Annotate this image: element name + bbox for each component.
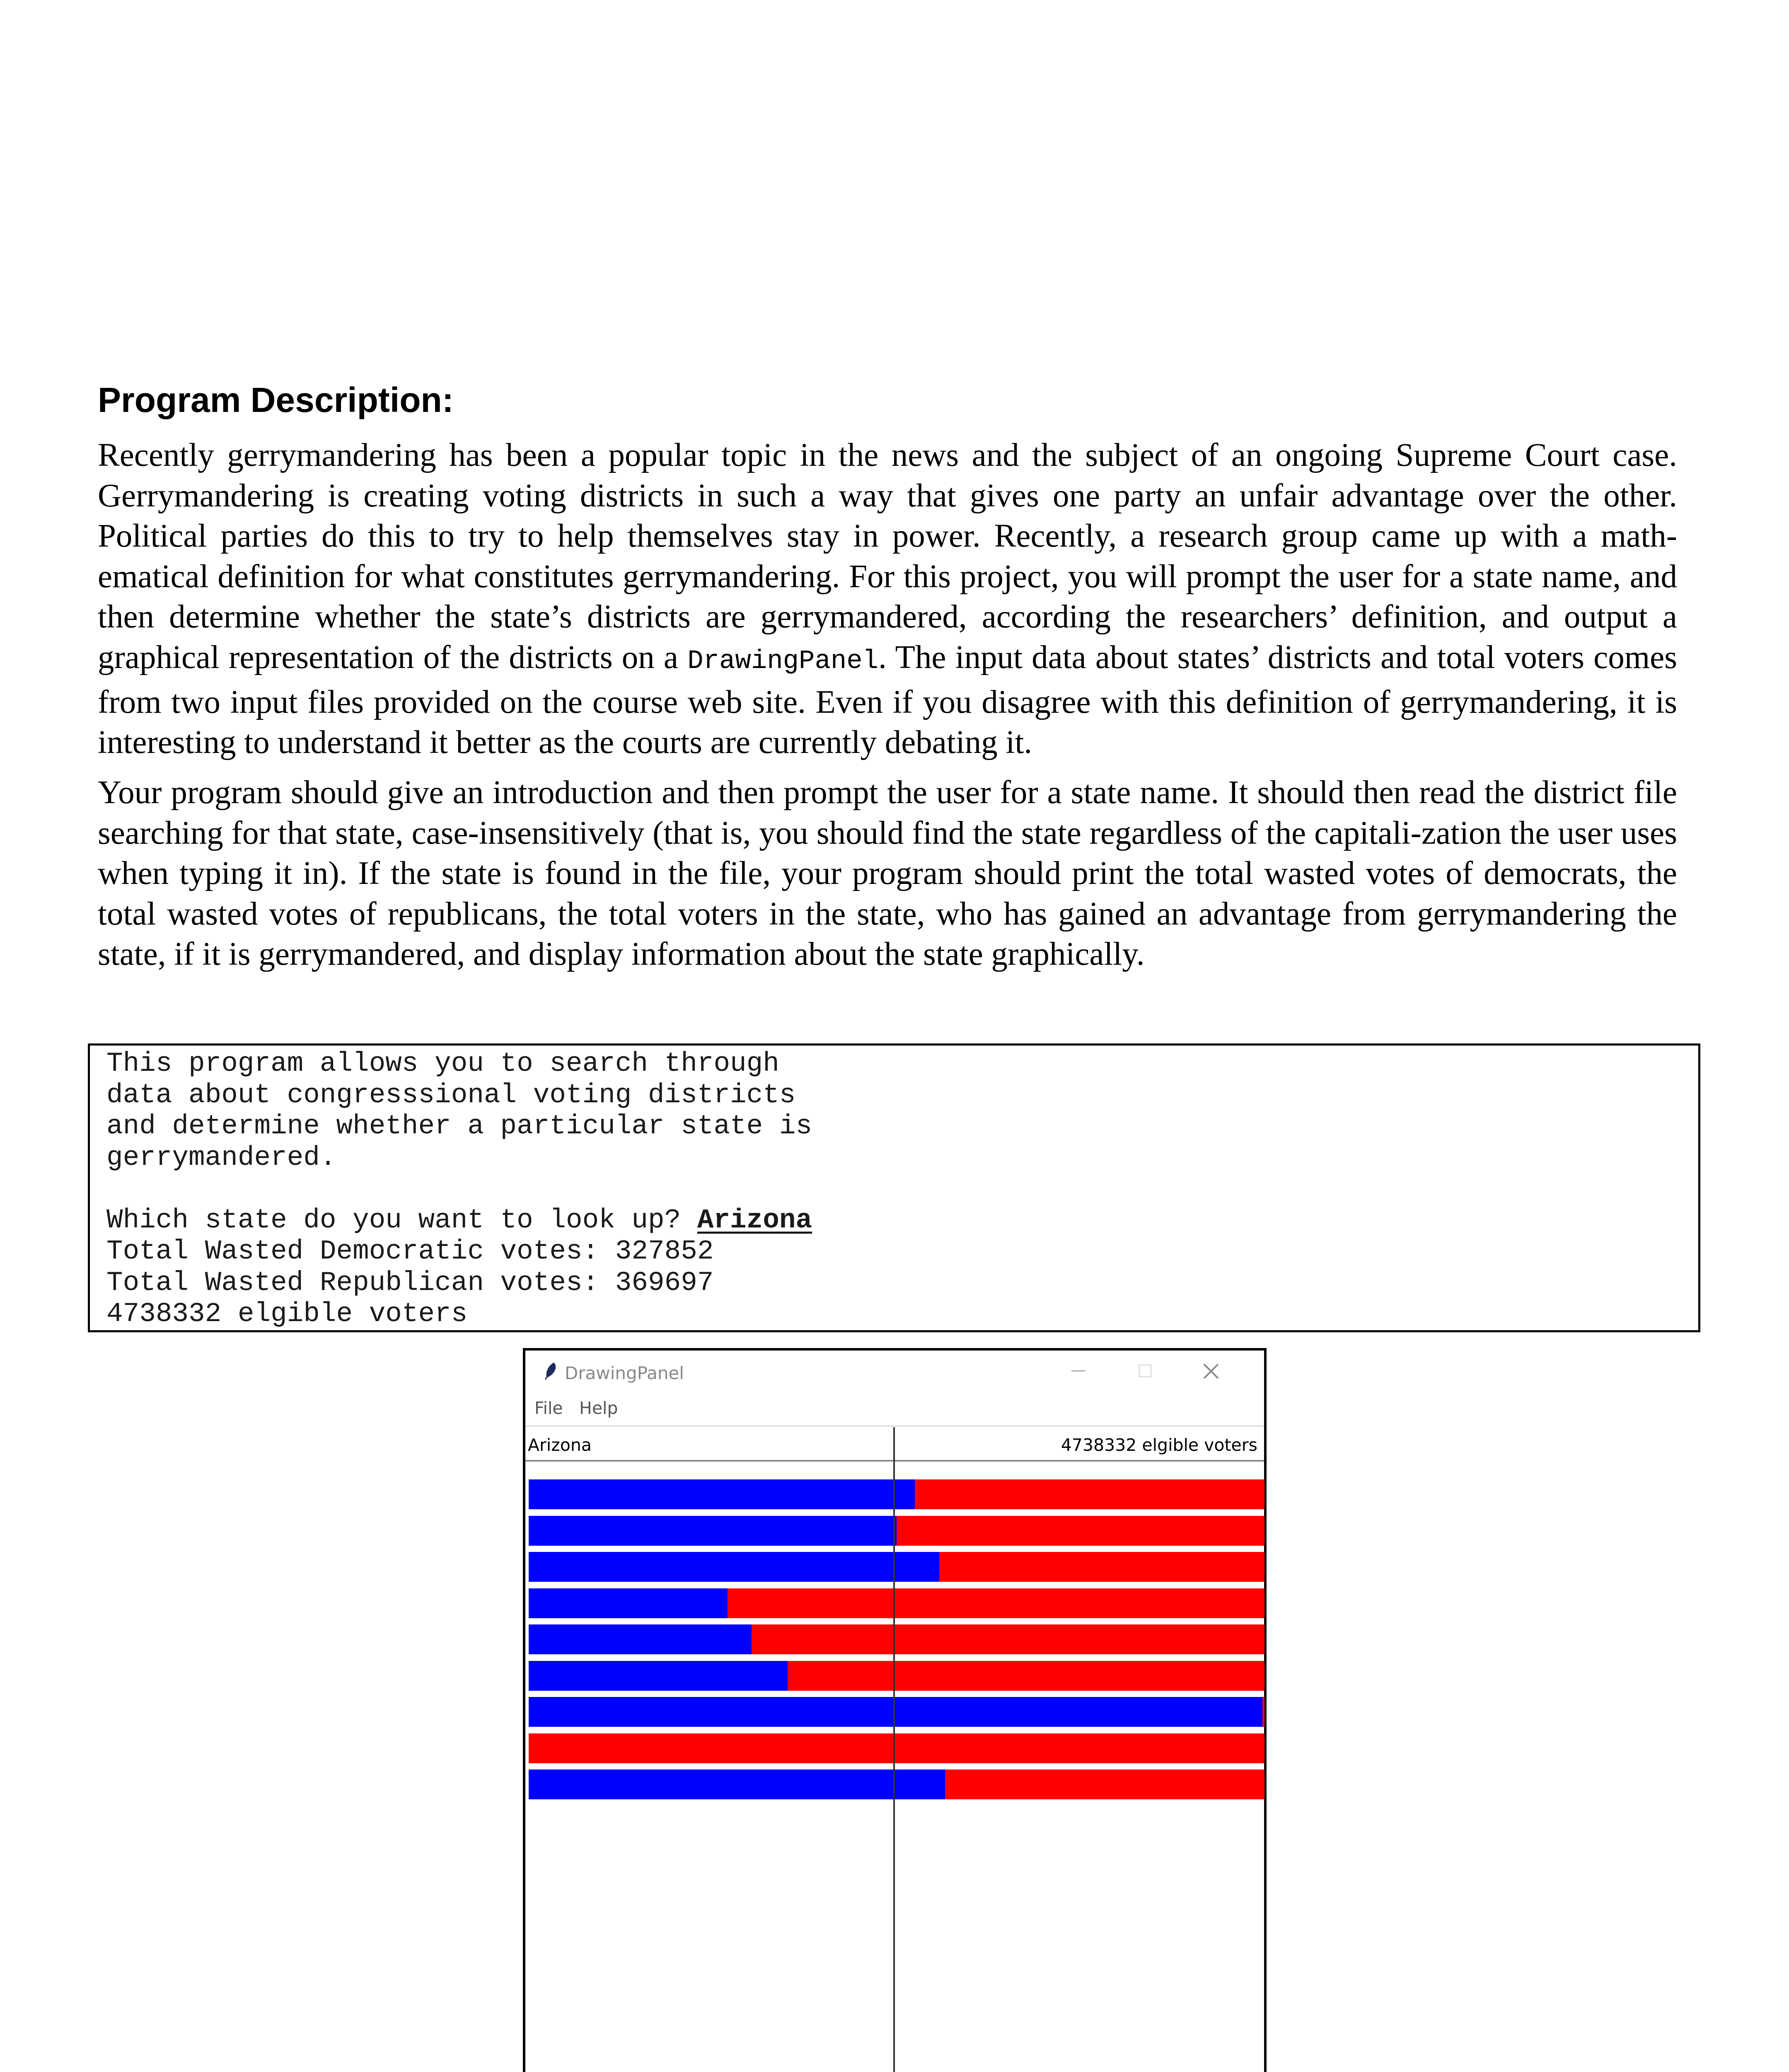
- minimize-button[interactable]: [1056, 1355, 1101, 1388]
- republican-share: [728, 1588, 1264, 1618]
- menu-help[interactable]: Help: [579, 1398, 618, 1418]
- console-blank-line: [106, 1173, 1698, 1205]
- state-name-label: Arizona: [528, 1435, 592, 1455]
- district-bar: [529, 1624, 1264, 1654]
- district-bar: [529, 1733, 1264, 1763]
- console-prompt: Which state do you want to look up?: [106, 1204, 697, 1236]
- district-bar: [529, 1661, 1264, 1691]
- republican-share: [945, 1769, 1264, 1799]
- console-output-line: 4738332 elgible voters: [106, 1298, 468, 1329]
- console-output-line: Total Wasted Democratic votes: 327852: [106, 1236, 714, 1267]
- district-bar: [529, 1516, 1264, 1546]
- democrat-share: [529, 1552, 939, 1582]
- window-title: DrawingPanel: [565, 1363, 684, 1383]
- console-user-input: Arizona: [697, 1204, 812, 1236]
- republican-share: [897, 1516, 1264, 1546]
- republican-share: [915, 1479, 1264, 1509]
- eligible-voters-label: 4738332 elgible voters: [1061, 1435, 1257, 1455]
- window-titlebar[interactable]: [525, 1351, 1264, 1392]
- district-bars: [529, 1462, 1264, 2072]
- menu-file[interactable]: File: [534, 1398, 563, 1418]
- close-icon: [1201, 1361, 1221, 1382]
- district-bar: [529, 1588, 1264, 1618]
- close-button[interactable]: [1188, 1355, 1234, 1388]
- console-intro-line: gerrymandered.: [106, 1142, 336, 1173]
- democrat-share: [529, 1516, 897, 1546]
- description-paragraph-1: [98, 435, 1677, 763]
- republican-share: [752, 1624, 1264, 1654]
- console-intro-line: This program allows you to search through: [106, 1048, 779, 1079]
- district-bar: [529, 1697, 1264, 1727]
- midpoint-line: [893, 1427, 895, 2072]
- maximize-button[interactable]: [1122, 1355, 1168, 1388]
- console-prompt-line: [106, 1205, 1698, 1236]
- menubar: [525, 1392, 1264, 1425]
- district-bar: [529, 1479, 1264, 1509]
- democrat-share: [529, 1479, 915, 1509]
- democrat-share: [529, 1769, 945, 1799]
- maximize-icon: [1134, 1361, 1155, 1382]
- section-heading: Program Description:: [98, 380, 454, 419]
- drawingpanel-window: [523, 1348, 1267, 2072]
- democrat-share: [529, 1661, 788, 1691]
- para1-text-end: . The input data about states’ districts and total voters comes from two input files provided on the course web site. Even if you disagree with this definition of gerrymandering, it is interesting to understand it better as the courts are currently debating it.: [98, 639, 1677, 761]
- console-output-line: Total Wasted Republican votes: 369697: [106, 1267, 714, 1298]
- console-intro-line: and determine whether a particular state is: [106, 1111, 812, 1142]
- district-bar: [529, 1769, 1264, 1799]
- republican-share: [1262, 1697, 1264, 1727]
- democrat-share: [529, 1624, 752, 1654]
- republican-share: [939, 1552, 1264, 1582]
- democrat-share: [529, 1588, 728, 1618]
- republican-share: [788, 1661, 1264, 1691]
- para1-text-start: Recently gerrymandering has been a popular topic in the news and the subject of an ongoing Supreme Court case. Gerrymandering is creating voting districts in such a way that gives one party an unfair advantage over the other. Political parties do this to try to help themselves stay in power. Recently, a research group came up with a math-ematical definition for what constitutes gerrymandering. For this project, you will prompt the user for a state name, and then determine whether the state’s districts are gerrymandered, according the researchers’ definition, and output a graphical representation of the districts on a: [98, 437, 1677, 675]
- feather-icon: [540, 1361, 561, 1382]
- democrat-share: [529, 1697, 1262, 1727]
- district-bar: [529, 1552, 1264, 1582]
- description-paragraph-2: Your program should give an introduction and then prompt the user for a state name. It should then read the district file searching for that state, case-insensitively (that is, you should find the state regardless of the capitali-zation the user uses when typing it in). If the state is found in the file, your program should print the total wasted votes of democrats, the total wasted votes of republicans, the total voters in the state, who has gained an advantage from gerrymandering the state, if it is gerrymandered, and display information about the state graphically.: [98, 775, 1677, 973]
- minimize-icon: [1068, 1361, 1089, 1382]
- republican-share: [529, 1733, 1264, 1763]
- drawingpanel-code-term: DrawingPanel: [687, 646, 879, 676]
- console-output-box: [88, 1043, 1700, 1332]
- console-intro-line: data about congresssional voting districts: [106, 1079, 796, 1111]
